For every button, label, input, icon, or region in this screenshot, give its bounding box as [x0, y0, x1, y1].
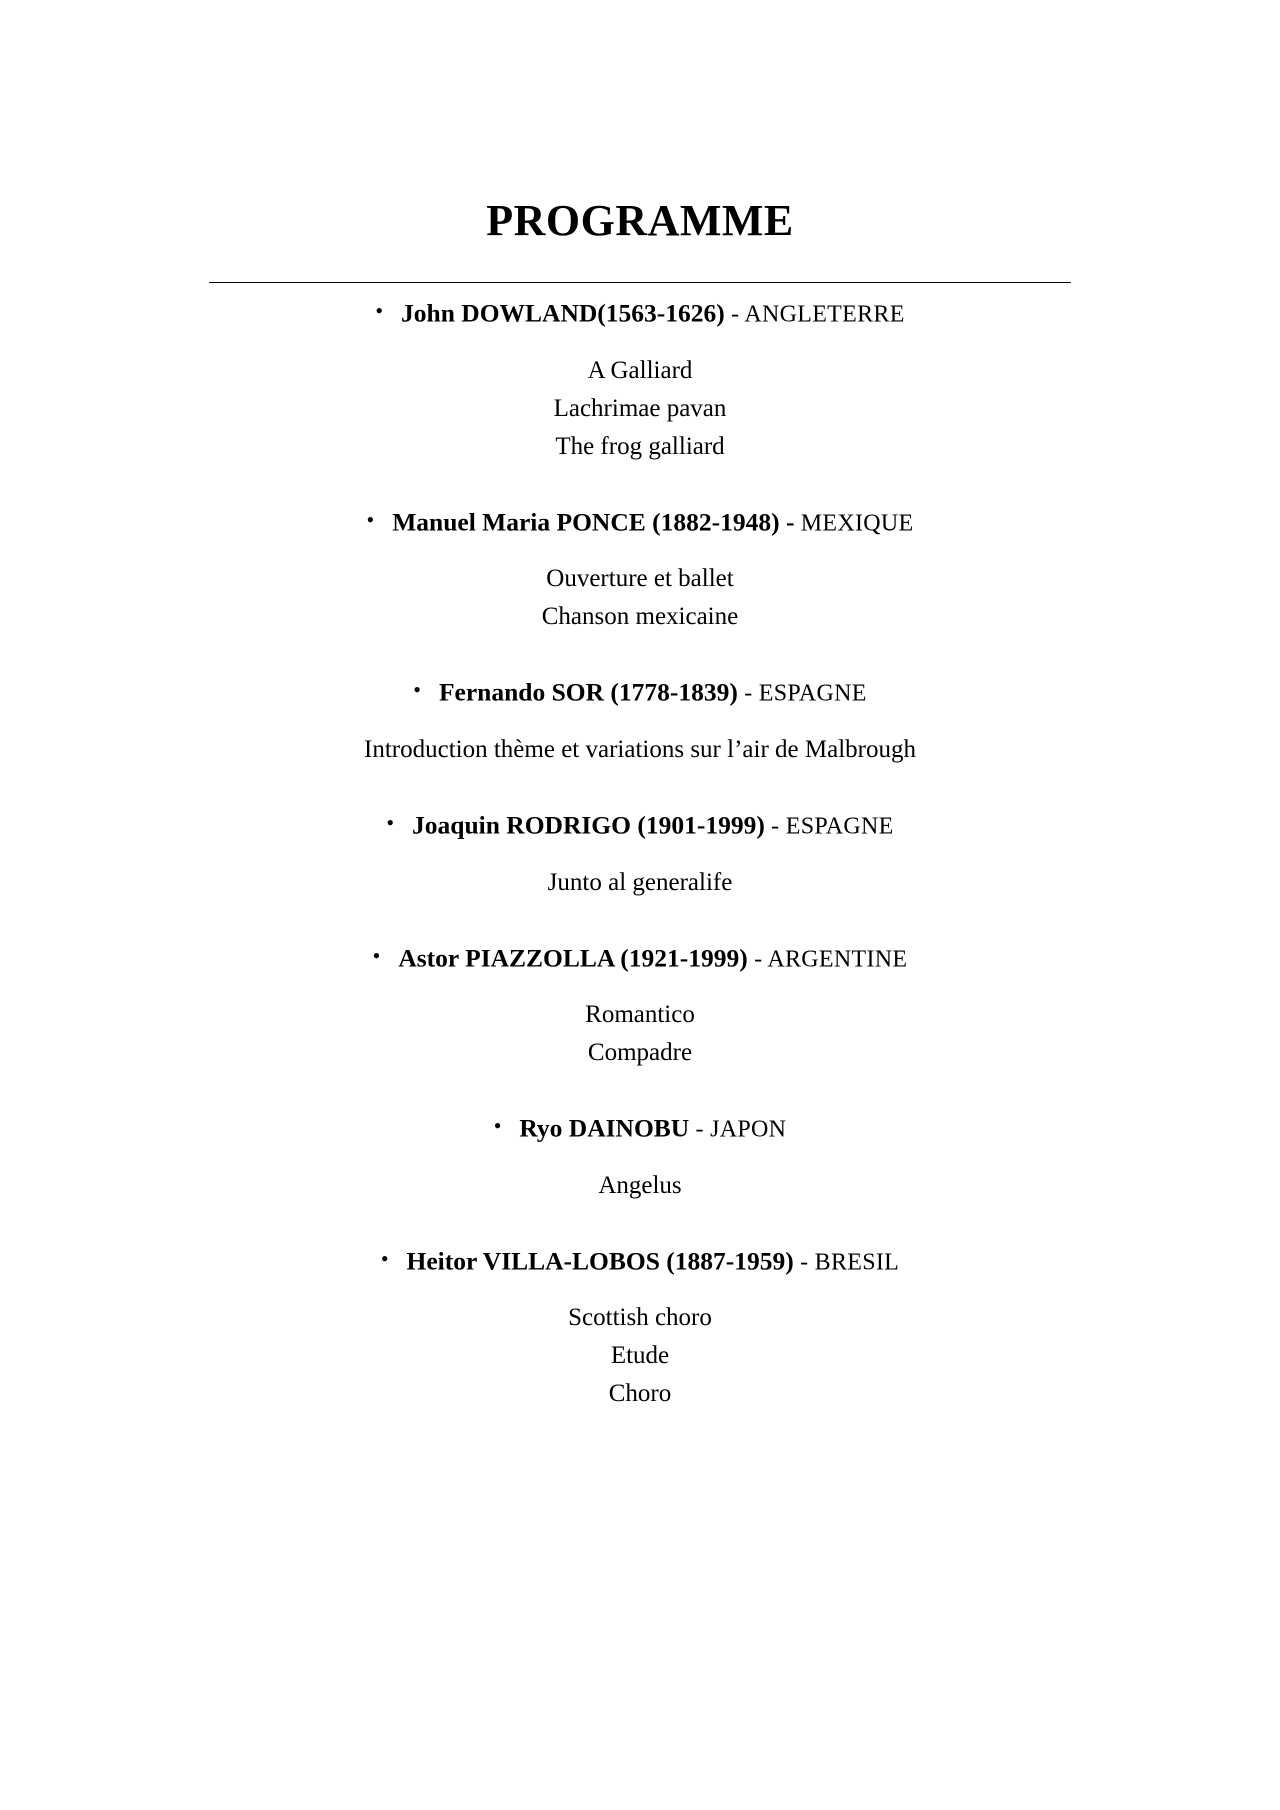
work-item: Choro	[608, 1380, 672, 1408]
entry-spacer	[110, 769, 1170, 809]
composer-heading	[110, 1112, 1170, 1145]
program-entry	[110, 506, 1170, 637]
works-list	[110, 352, 1170, 466]
entry-spacer	[110, 1072, 1170, 1112]
page-title: PROGRAMME	[486, 196, 794, 245]
composer-heading	[110, 1245, 1170, 1278]
work-item: The frog galliard	[555, 432, 725, 460]
composer-heading	[110, 942, 1170, 975]
work-item: Romantico	[585, 1001, 695, 1029]
composer-heading	[110, 809, 1170, 842]
work-item: Chanson mexicaine	[541, 603, 739, 631]
entry-spacer	[110, 466, 1170, 506]
works-list	[110, 1299, 1170, 1413]
bullet-icon: •	[386, 810, 395, 836]
composer-country: ESPAGNE	[758, 680, 867, 707]
work-item: Etude	[610, 1342, 670, 1370]
composer-country: MEXIQUE	[800, 510, 914, 537]
composer-name: Joaquin RODRIGO (1901-1999)	[412, 810, 765, 840]
work-item: Lachrimae pavan	[553, 394, 727, 422]
work-item: Scottish choro	[568, 1304, 712, 1332]
composer-country: ANGLETERRE	[744, 301, 905, 328]
work-item: Introduction thème et variations sur l’air de Malbrough	[364, 736, 916, 764]
composer-country: JAPON	[710, 1116, 787, 1143]
program-entry	[110, 1245, 1170, 1414]
work-item: Junto al generalife	[547, 868, 733, 896]
composer-heading	[110, 506, 1170, 539]
composer-name: Astor PIAZZOLLA (1921-1999)	[398, 942, 748, 972]
work-item: A Galliard	[587, 356, 693, 384]
composer-name: John DOWLAND(1563-1626)	[401, 298, 725, 328]
composer-country: ARGENTINE	[767, 945, 908, 972]
entry-spacer	[110, 1205, 1170, 1245]
work-item: Angelus	[598, 1171, 682, 1199]
program-entry	[110, 676, 1170, 769]
program-entry	[110, 297, 1170, 466]
bullet-icon: •	[375, 298, 384, 324]
composer-heading	[110, 297, 1170, 330]
bullet-icon: •	[366, 506, 375, 532]
composer-separator: -	[689, 1116, 711, 1143]
works-list	[110, 731, 1170, 769]
composer-separator: -	[737, 680, 759, 707]
works-list	[110, 560, 1170, 636]
program-list	[110, 283, 1170, 1413]
bullet-icon: •	[372, 942, 381, 968]
composer-name: Manuel Maria PONCE (1882-1948) -	[392, 507, 795, 537]
bullet-icon: •	[493, 1113, 502, 1139]
composer-separator: -	[747, 945, 768, 972]
work-item: Compadre	[587, 1039, 693, 1067]
entry-spacer	[110, 636, 1170, 676]
works-list	[110, 1167, 1170, 1205]
composer-country: BRESIL	[814, 1248, 900, 1275]
work-item: Ouverture et ballet	[546, 565, 734, 593]
entry-spacer	[110, 902, 1170, 942]
bullet-icon: •	[380, 1245, 389, 1271]
program-entry	[110, 942, 1170, 1073]
composer-separator: -	[793, 1248, 815, 1275]
bullet-icon: •	[413, 677, 421, 703]
composer-country: ESPAGNE	[785, 813, 894, 840]
composer-separator: -	[764, 813, 786, 840]
program-entry	[110, 1112, 1170, 1205]
works-list	[110, 996, 1170, 1072]
composer-heading	[110, 676, 1170, 709]
composer-name: Fernando SOR (1778-1839)	[438, 677, 738, 707]
composer-separator: -	[724, 301, 745, 328]
program-entry	[110, 809, 1170, 902]
composer-name: Ryo DAINOBU	[519, 1113, 690, 1143]
works-list	[110, 864, 1170, 902]
composer-name: Heitor VILLA-LOBOS (1887-1959)	[406, 1245, 794, 1275]
